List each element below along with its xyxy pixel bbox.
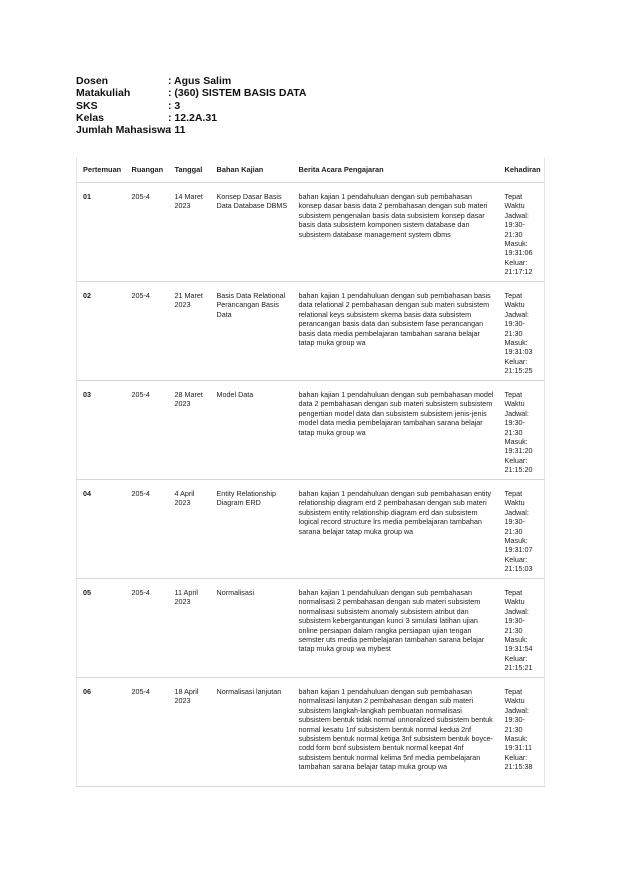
cell-pertemuan: 02 — [77, 282, 126, 381]
cell-berita-acara: bahan kajian 1 pendahuluan dengan sub pembahasan normalisasi 2 pembahasan dengan sub materi subsistem normalisasi subsistem anomaly subsistem atribut dan subsistem kebergantungan kunci 3 simulasi latihan ujian online persiapan dalam rangka persiapan ujian tengan semster uts media pembelajaran tambahan sarana belajar tatap muka group wa mybest — [293, 579, 499, 678]
table-row — [77, 579, 545, 678]
cell-berita-acara: bahan kajian 1 pendahuluan dengan sub pembahasan entity relationship diagram erd 2 pembahasan dengan sub materi subsistem entity relationship diagram erd dan subsistem logical record structure lrs media pembelajaran tambahan sarana belajar tatap muka group wa — [293, 480, 499, 579]
cell-pertemuan: 01 — [77, 183, 126, 282]
header-tanggal: Tanggal — [169, 157, 211, 183]
cell-ruangan: 205-4 — [126, 678, 169, 787]
cell-ruangan: 205-4 — [126, 381, 169, 480]
cell-tanggal: 11 April 2023 — [169, 579, 211, 678]
table-row — [77, 480, 545, 579]
matakuliah-value: : (360) SISTEM BASIS DATA — [168, 87, 307, 100]
sks-value: : 3 — [168, 99, 181, 112]
cell-ruangan: 205-4 — [126, 183, 169, 282]
table-row — [77, 678, 545, 787]
jumlah-mahasiswa-value: : 11 — [168, 124, 186, 137]
kelas-label: Kelas — [76, 111, 105, 124]
info-row-kelas — [76, 112, 306, 124]
cell-kehadiran: Tepat Waktu Jadwal: 19:30-21:30 Masuk: 19:31:06 Keluar: 21:17:12 — [499, 183, 545, 282]
cell-ruangan: 205-4 — [126, 480, 169, 579]
info-row-dosen — [76, 75, 306, 87]
cell-bahan-kajian: Model Data — [211, 381, 293, 480]
header-bahan-kajian: Bahan Kajian — [211, 157, 293, 183]
cell-tanggal: 18 April 2023 — [169, 678, 211, 787]
header-pertemuan: Pertemuan — [77, 157, 126, 183]
cell-kehadiran: Tepat Waktu Jadwal: 19:30-21:30 Masuk: 19:31:07 Keluar: 21:15:03 — [499, 480, 545, 579]
cell-pertemuan: 04 — [77, 480, 126, 579]
cell-berita-acara: bahan kajian 1 pendahuluan dengan sub pembahasan konsep dasar basis data 2 pembahasan dengan sub materi subsistem pengenalan basis data subsistem konsep dasar basis data subsistem komponen sistem database dan subsistem database management system dbms — [293, 183, 499, 282]
cell-kehadiran: Tepat Waktu Jadwal: 19:30-21:30 Masuk: 19:31:20 Keluar: 21:15:20 — [499, 381, 545, 480]
cell-pertemuan: 06 — [77, 678, 126, 787]
cell-kehadiran: Tepat Waktu Jadwal: 19:30-21:30 Masuk: 19:31:11 Keluar: 21:15:38 — [499, 678, 545, 787]
cell-kehadiran: Tepat Waktu Jadwal: 19:30-21:30 Masuk: 19:31:54 Keluar: 21:15:21 — [499, 579, 545, 678]
matakuliah-label: Matakuliah — [76, 87, 131, 100]
cell-tanggal: 21 Maret 2023 — [169, 282, 211, 381]
jumlah-mahasiswa-label: Jumlah Mahasiswa — [76, 124, 172, 137]
cell-pertemuan: 03 — [77, 381, 126, 480]
cell-tanggal: 28 Maret 2023 — [169, 381, 211, 480]
cell-bahan-kajian: Konsep Dasar Basis Data Database DBMS — [211, 183, 293, 282]
attendance-table — [76, 157, 545, 787]
cell-bahan-kajian: Normalisasi lanjutan — [211, 678, 293, 787]
cell-ruangan: 205-4 — [126, 579, 169, 678]
kelas-value: : 12.2A.31 — [168, 111, 218, 124]
table-row — [77, 282, 545, 381]
cell-berita-acara: bahan kajian 1 pendahuluan dengan sub pembahasan model data 2 pembahasan dengan sub materi subsistem subsistem pengertian model data dan subsistem subsistem jenis-jenis model data media pembelajaran tambahan sarana belajar tatap muka group wa — [293, 381, 499, 480]
cell-pertemuan: 05 — [77, 579, 126, 678]
cell-bahan-kajian: Entity Relationship Diagram ERD — [211, 480, 293, 579]
table-row — [77, 381, 545, 480]
cell-tanggal: 4 April 2023 — [169, 480, 211, 579]
cell-berita-acara: bahan kajian 1 pendahuluan dengan sub pembahasan basis data relational 2 pembahasan dengan sub materi subsistem relational keys subsistem skema basis data subsistem perancangan basis data dan subsistem fase perancangan basis data media pembelajaran tambahan sarana belajar tatap muka group wa — [293, 282, 499, 381]
header-kehadiran: Kehadiran — [499, 157, 545, 183]
table-header-row — [77, 157, 545, 183]
sks-label: SKS — [76, 99, 98, 112]
dosen-value: : Agus Salim — [168, 75, 232, 87]
cell-bahan-kajian: Basis Data Relational Perancangan Basis Data — [211, 282, 293, 381]
cell-berita-acara: bahan kajian 1 pendahuluan dengan sub pembahasan normalisasi lanjutan 2 pembahasan dengan sub materi subsistem langkah-langkah pembuatan normalisasi subsistem bentuk tidak normal unnoralized subsistem bentuk normal kesatu 1nf subsistem bentuk normal kedua 2nf subsistem bentuk normal ketiga 3nf subsistem bentuk boyce-codd form bcnf subsistem bentuk normal keepat 4nf subsistem bentuk normal kelima 5nf media pembelajaran tambahan sarana belajar tatap muka group wa — [293, 678, 499, 787]
cell-ruangan: 205-4 — [126, 282, 169, 381]
table-row — [77, 183, 545, 282]
cell-kehadiran: Tepat Waktu Jadwal: 19:30-21:30 Masuk: 19:31:03 Keluar: 21:15:25 — [499, 282, 545, 381]
info-row-sks — [76, 100, 306, 112]
header-berita-acara: Berita Acara Pengajaran — [293, 157, 499, 183]
dosen-label: Dosen — [76, 75, 109, 87]
cell-tanggal: 14 Maret 2023 — [169, 183, 211, 282]
cell-bahan-kajian: Normalisasi — [211, 579, 293, 678]
header-ruangan: Ruangan — [126, 157, 169, 183]
course-info — [76, 75, 306, 136]
info-row-matakuliah — [76, 87, 306, 99]
info-row-jumlah-mahasiswa — [76, 124, 306, 136]
